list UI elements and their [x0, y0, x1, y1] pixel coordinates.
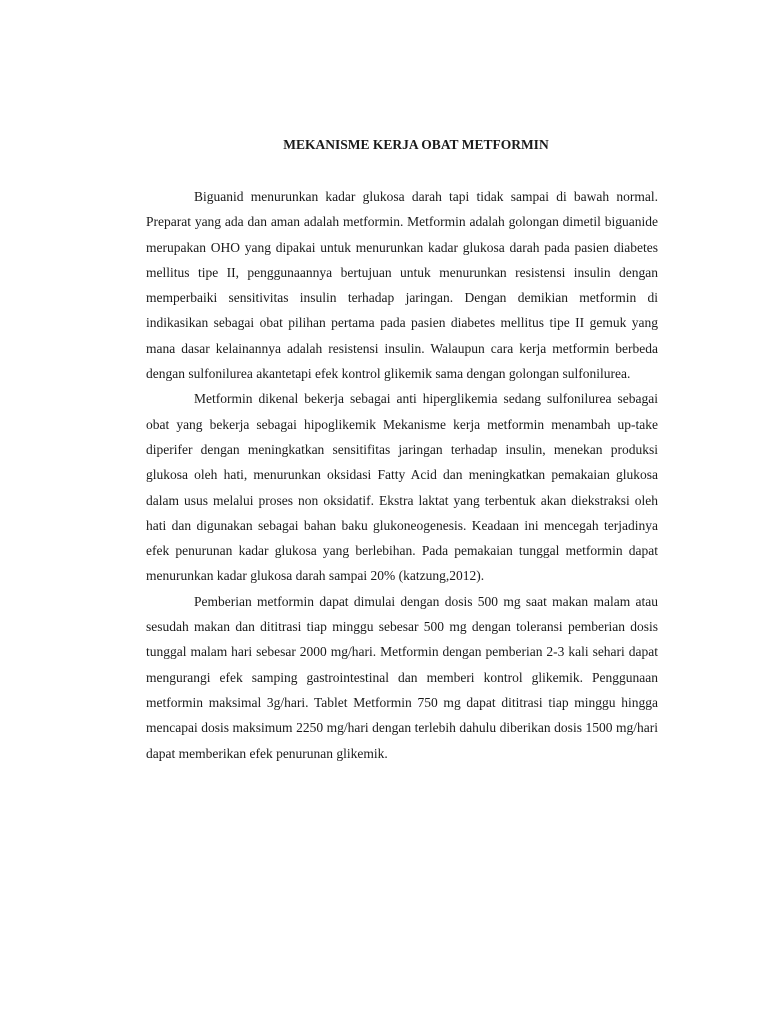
- paragraph-mekanisme: Metformin dikenal bekerja sebagai anti hiperglikemia sedang sulfonilurea sebagai obat yang bekerja sebagai hipoglikemik Mekanisme kerja metformin menambah up-take diperifer dengan meningkatkan sensitifitas jaringan terhadap insulin, menekan produksi glukosa oleh hati, menurunkan oksidasi Fatty Acid dan meningkatkan pemakaian glukosa dalam usus melalui proses non oksidatif. Ekstra laktat yang terbentuk akan diekstraksi oleh hati dan digunakan sebagai bahan baku glukoneogenesis. Keadaan ini mencegah terjadinya efek penurunan kadar glukosa yang berlebihan. Pada pemakaian tunggal metformin dapat menurunkan kadar glukosa darah sampai 20% (katzung,2012).: [146, 391, 658, 584]
- paragraph-dosis: Pemberian metformin dapat dimulai dengan dosis 500 mg saat makan malam atau sesudah makan dan dititrasi tiap minggu sebesar 500 mg dengan toleransi pemberian dosis tunggal malam hari sebesar 2000 mg/hari. Metformin dengan pemberian 2-3 kali sehari dapat mengurangi efek samping gastrointestinal dan memberi kontrol glikemik. Penggunaan metformin maksimal 3g/hari. Tablet Metformin 750 mg dapat dititrasi tiap minggu hingga mencapai dosis maksimum 2250 mg/hari dengan terlebih dahulu diberikan dosis 1500 mg/hari dapat memberikan efek penurunan glikemik.: [146, 593, 658, 761]
- paragraph-biguanid: Biguanid menurunkan kadar glukosa darah tapi tidak sampai di bawah normal. Preparat yang ada dan aman adalah metformin. Metformin adalah golongan dimetil biguanide merupakan OHO yang dipakai untuk menurunkan kadar glukosa darah pada pasien diabetes mellitus tipe II, penggunaannya bertujuan untuk menurunkan resistensi insulin dengan memperbaiki sensitivitas insulin terhadap jaringan. Dengan demikian metformin di indikasikan sebagai obat pilihan pertama pada pasien diabetes mellitus tipe II gemuk yang mana dasar kelainannya adalah resistensi insulin. Walaupun cara kerja metformin berbeda dengan sulfonilurea akantetapi efek kontrol glikemik sama dengan golongan sulfonilurea.: [146, 189, 658, 382]
- document-body: [146, 184, 658, 766]
- page-title: MEKANISME KERJA OBAT METFORMIN: [283, 137, 549, 152]
